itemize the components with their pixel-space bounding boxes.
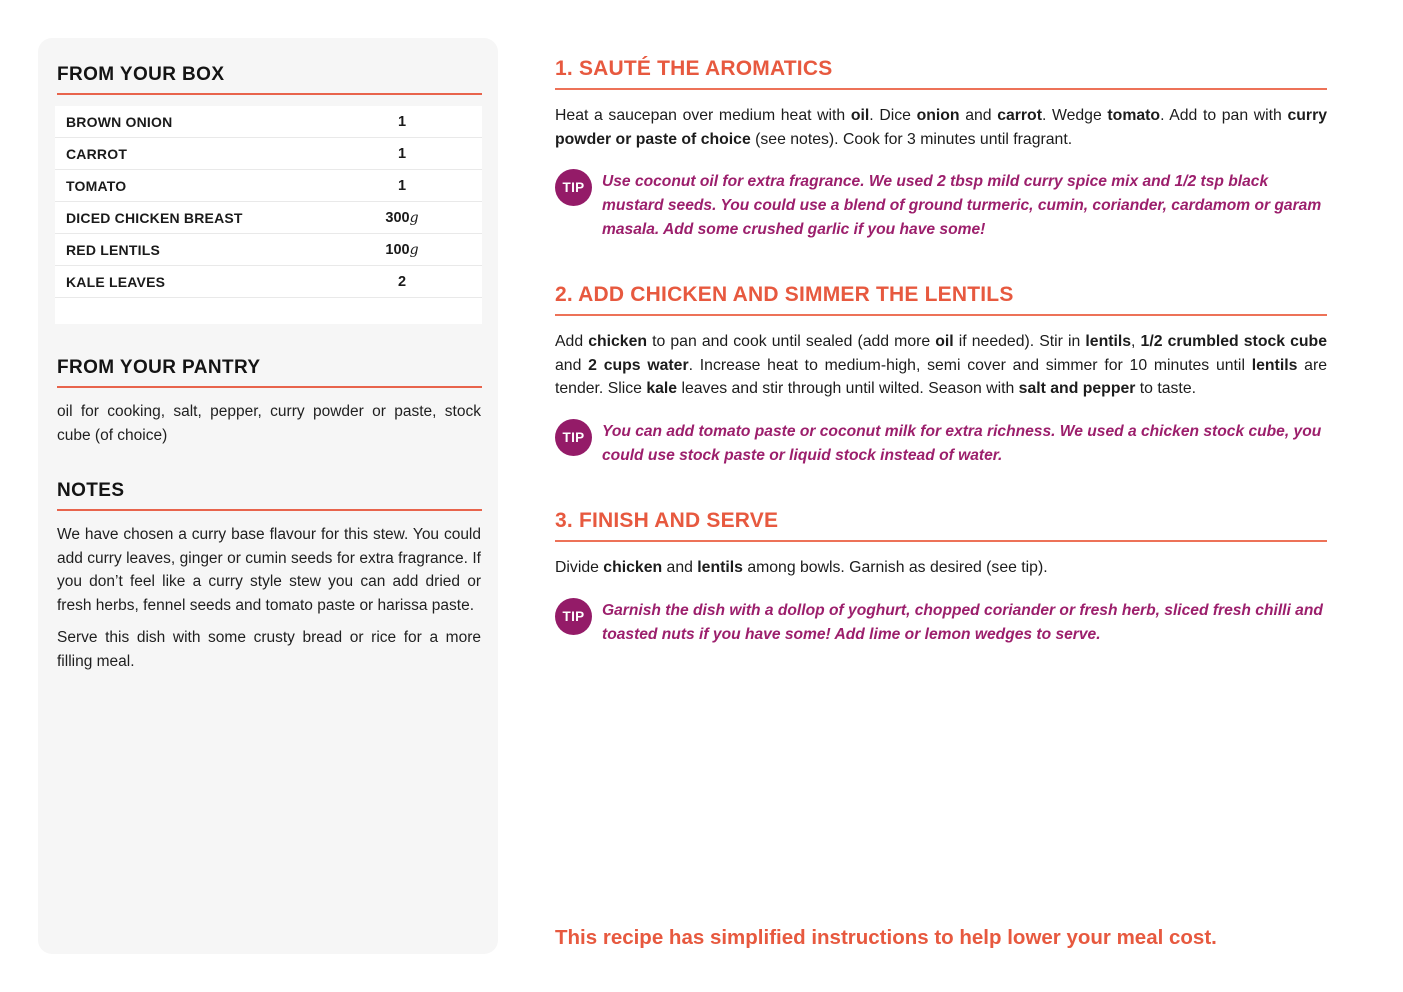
table-row	[55, 202, 482, 234]
step-heading: 1. SAUTÉ THE AROMATICS	[555, 57, 1327, 90]
table-empty-row	[55, 298, 482, 324]
ingredient-name: KALE LEAVES	[66, 273, 166, 290]
step-section	[555, 283, 1327, 467]
ingredient-quantity: 1	[397, 113, 407, 130]
ingredient-name: TOMATO	[66, 177, 127, 194]
tip-text: Garnish the dish with a dollop of yoghurt, chopped coriander or fresh herb, sliced fresh chilli and toasted nuts if you have some! Add lime or lemon wedges to serve.	[602, 601, 1323, 643]
ingredient-quantity: 100g	[385, 241, 419, 258]
step-body: Add chicken to pan and cook until sealed (add more oil if needed). Stir in lentils, 1/2 crumbled stock cube and 2 cups water. Increase heat to medium-high, semi cover and simmer for 10 minutes until lentils are tender. Slice kale leaves and stir through until wilted. Season with salt and pepper to taste.	[555, 333, 1327, 398]
tip-badge: TIP	[555, 169, 592, 206]
tip-text: You can add tomato paste or coconut milk for extra richness. We used a chicken stock cube, you could use stock paste or liquid stock instead of water.	[602, 422, 1322, 464]
tip-callout	[555, 168, 1327, 241]
ingredient-quantity: 2	[397, 273, 407, 290]
ingredient-name: DICED CHICKEN BREAST	[66, 209, 243, 226]
ingredient-name: RED LENTILS	[66, 241, 160, 258]
tip-callout	[555, 418, 1327, 468]
ingredient-name: BROWN ONION	[66, 113, 173, 130]
ingredients-sidebar	[38, 38, 498, 954]
table-row	[55, 170, 482, 202]
step-heading: 2. ADD CHICKEN AND SIMMER THE LENTILS	[555, 283, 1327, 316]
tip-badge: TIP	[555, 419, 592, 456]
ingredients-table	[55, 106, 482, 324]
ingredient-quantity: 1	[397, 177, 407, 194]
step-heading: 3. FINISH AND SERVE	[555, 509, 1327, 542]
table-row	[55, 266, 482, 298]
tip-text: Use coconut oil for extra fragrance. We used 2 tbsp mild curry spice mix and 1/2 tsp black mustard seeds. You could use a blend of ground turmeric, cumin, coriander, cardamom or garam masala. Add some crushed garlic if you have some!	[602, 173, 1322, 238]
step-section	[555, 509, 1327, 646]
steps	[555, 57, 1327, 689]
from-your-pantry-title: FROM YOUR PANTRY	[57, 357, 482, 388]
notes-title: NOTES	[57, 480, 482, 511]
ingredient-quantity: 1	[397, 145, 407, 162]
notes-paragraph: We have chosen a curry base flavour for this stew. You could add curry leaves, ginger or cumin seeds for extra fragrance. If you don’t feel like a curry style stew you can add dried or fresh herbs, fennel seeds and tomato paste or harissa paste.	[57, 526, 481, 614]
table-row	[55, 234, 482, 266]
table-row	[55, 106, 482, 138]
ingredient-unit: g	[409, 241, 419, 258]
table-row	[55, 138, 482, 170]
notes-paragraph: Serve this dish with some crusty bread or rice for a more filling meal.	[57, 629, 481, 670]
ingredient-quantity: 300g	[385, 209, 419, 226]
step-body: Divide chicken and lentils among bowls. Garnish as desired (see tip).	[555, 559, 1048, 577]
from-your-box-title: FROM YOUR BOX	[57, 64, 482, 95]
step-section	[555, 57, 1327, 241]
pantry-text: oil for cooking, salt, pepper, curry powder or paste, stock cube (of choice)	[57, 403, 481, 444]
ingredient-unit: g	[409, 209, 419, 226]
tip-badge: TIP	[555, 598, 592, 635]
footer-note: This recipe has simplified instructions to help lower your meal cost.	[555, 926, 1217, 949]
ingredient-name: CARROT	[66, 145, 128, 162]
step-body: Heat a saucepan over medium heat with oil. Dice onion and carrot. Wedge tomato. Add to pan with curry powder or paste of choice (see notes). Cook for 3 minutes until fragrant.	[555, 107, 1327, 148]
tip-callout	[555, 597, 1327, 647]
